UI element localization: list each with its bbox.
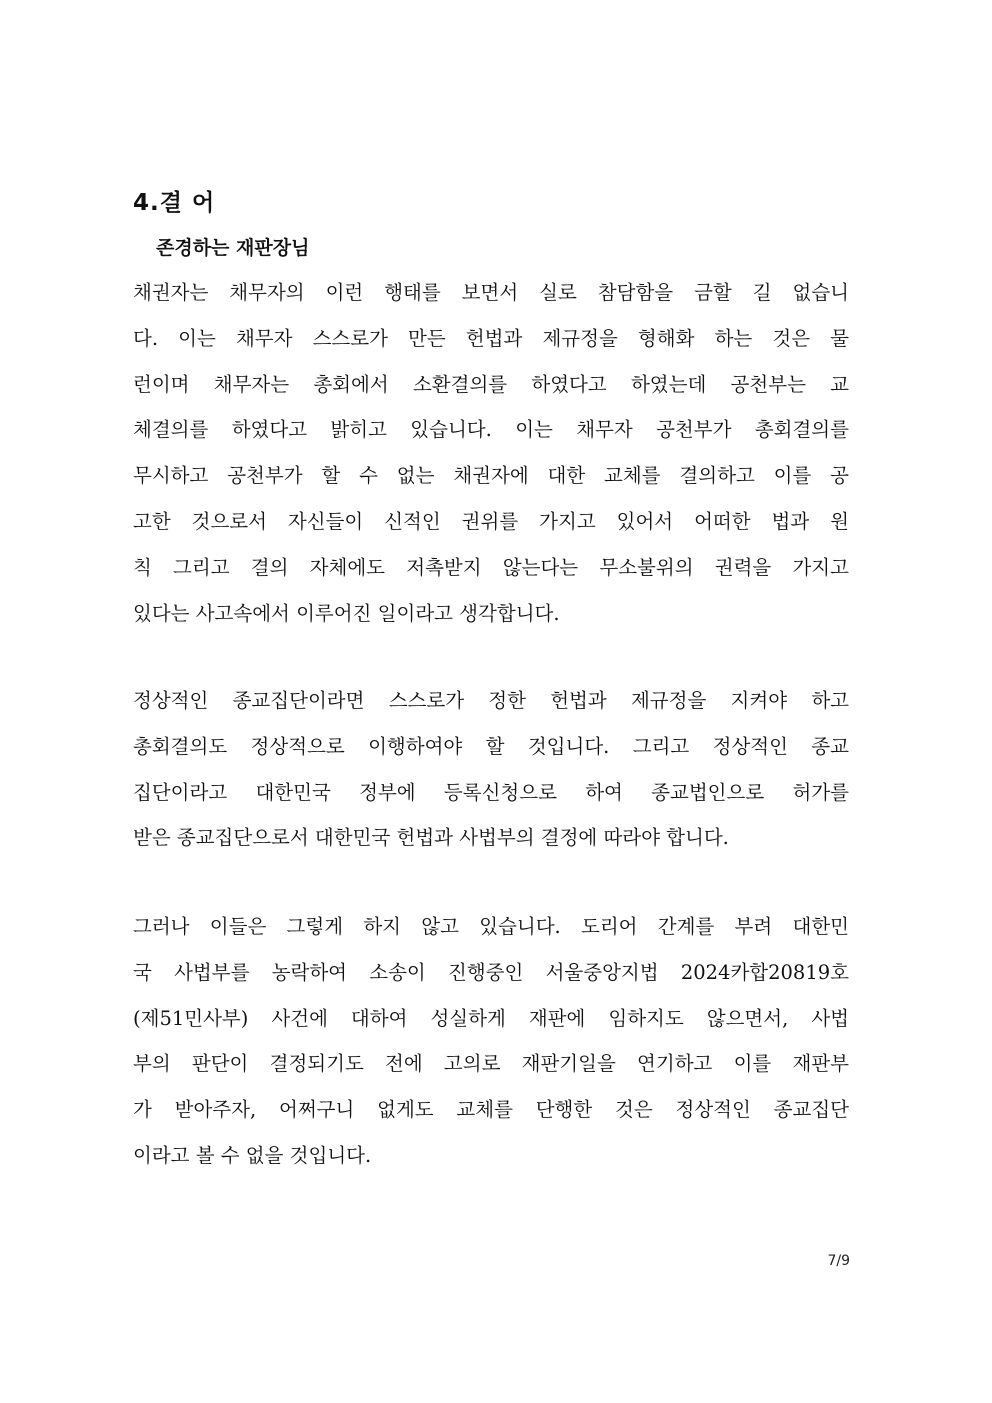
text-line: 이라고 볼 수 없을 것입니다. [133,1143,372,1167]
text-line: 국 사법부를 농락하여 소송이 진행중인 서울중앙지법 2024카합20819호 [133,960,849,984]
salutation: 존경하는 재판장님 [156,237,310,259]
text-line: 체결의를 하였다고 밝히고 있습니다. 이는 채무자 공천부가 총회결의를 [133,418,849,442]
text-line: 무시하고 공천부가 할 수 없는 채권자에 대한 교체를 결의하고 이를 공 [133,464,849,488]
text-line: 있다는 사고속에서 이루어진 일이라고 생각합니다. [133,601,560,625]
section-heading: 4.결 어 [133,190,216,216]
text-line: 칙 그리고 결의 자체에도 저촉받지 않는다는 무소불위의 권력을 가지고 [133,555,849,579]
paragraph-3 [133,912,849,1187]
text-line: 그러나 이들은 그렇게 하지 않고 있습니다. 도리어 간계를 부려 대한민 [133,915,849,938]
text-line: 받은 종교집단으로서 대한민국 헌법과 사법부의 결정에 따라야 합니다. [133,826,729,850]
text-line: 총회결의도 정상적으로 이행하여야 할 것입니다. 그리고 정상적인 종교 [133,734,849,758]
page-number: 7/9 [827,1253,850,1269]
paragraph-2 [133,686,849,869]
paragraph-1 [133,278,849,644]
text-line: 정상적인 종교집단이라면 스스로가 정한 헌법과 제규정을 지켜야 하고 [133,689,849,712]
text-line: 부의 판단이 결정되기도 전에 고의로 재판기일을 연기하고 이를 재판부 [133,1052,849,1076]
text-line: 런이며 채무자는 총회에서 소환결의를 하였다고 하였는데 공천부는 교 [133,372,849,396]
text-line: (제51민사부) 사건에 대하여 성실하게 재판에 임하지도 않으면서, 사법 [133,1006,849,1030]
text-line: 채권자는 채무자의 이런 행태를 보면서 실로 참담함을 금할 길 없습니 [133,281,849,304]
text-line: 가 받아주자, 어쩌구니 없게도 교체를 단행한 것은 정상적인 종교집단 [133,1098,849,1122]
text-line: 집단이라고 대한민국 정부에 등록신청으로 하여 종교법인으로 허가를 [133,780,849,804]
text-line: 다. 이는 채무자 스스로가 만든 헌법과 제규정을 형해화 하는 것은 물 [133,326,849,350]
text-line: 고한 것으로서 자신들이 신적인 권위를 가지고 있어서 어떠한 법과 원 [133,509,849,533]
